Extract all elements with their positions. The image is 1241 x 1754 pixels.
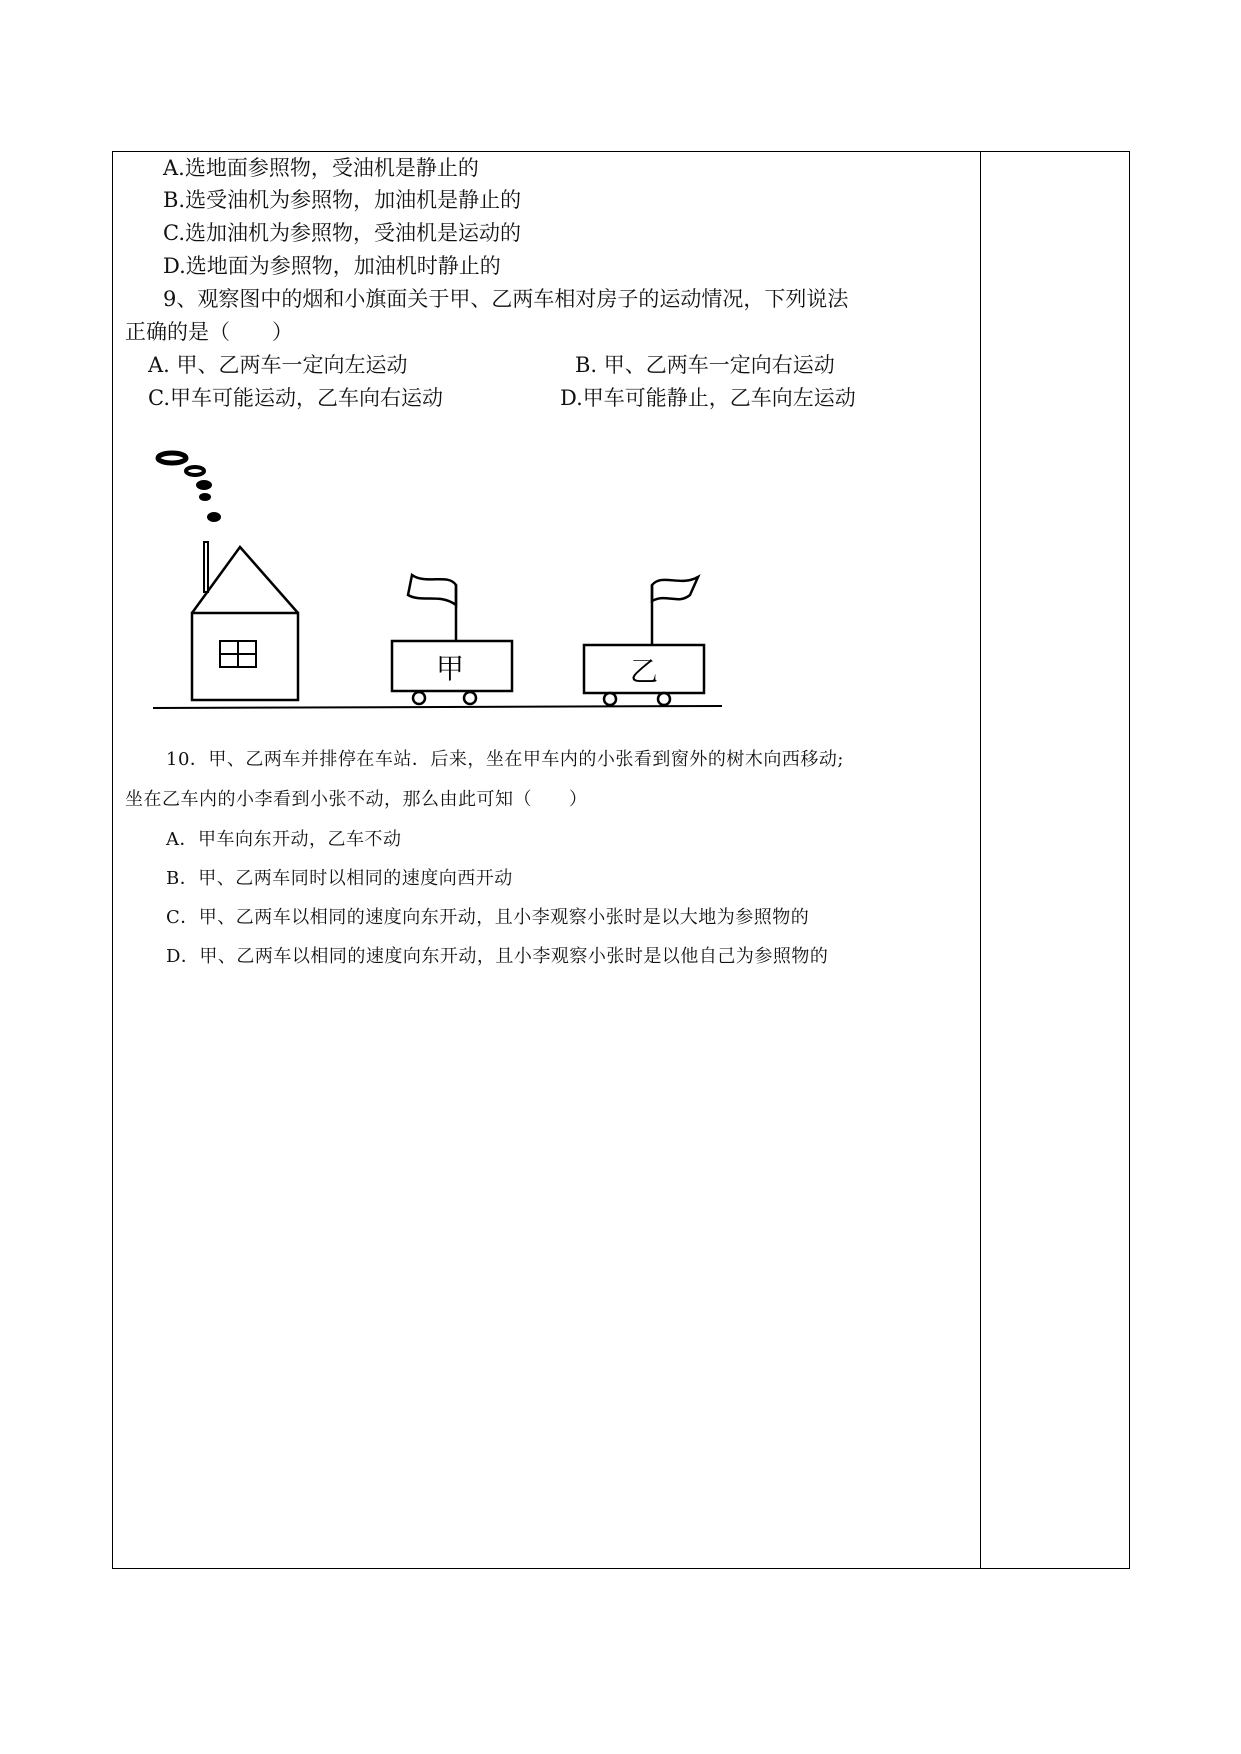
- q10-stem-line1: 10．甲、乙两车并排停在车站．后来，坐在甲车内的小张看到窗外的树木向西移动;: [166, 749, 844, 770]
- q10-option-a: A．甲车向东开动，乙车不动: [166, 829, 402, 850]
- chimney-icon: [204, 542, 208, 592]
- smoke-icon: [158, 453, 221, 522]
- q9-stem-line1: 9、观察图中的烟和小旗面关于甲、乙两车相对房子的运动情况，下列说法: [163, 287, 849, 311]
- q8-option-c: C.选加油机为参照物，受油机是运动的: [163, 221, 521, 245]
- ground-line: [153, 706, 722, 708]
- q10-stem-line2: 坐在乙车内的小李看到小张不动，那么由此可知（ ）: [125, 789, 588, 810]
- q8-option-d: D.选地面为参照物，加油机时静止的: [163, 254, 501, 278]
- q8-option-a: A.选地面参照物，受油机是静止的: [163, 156, 479, 180]
- q9-figure-drawing: [150, 445, 725, 715]
- q9-option-c: C.甲车可能运动，乙车向右运动: [148, 386, 443, 410]
- q9-figure: [150, 445, 725, 715]
- q10-option-d: D．甲、乙两车以相同的速度向东开动，且小李观察小张时是以他自己为参照物的: [166, 946, 829, 967]
- q9-option-a: A. 甲、乙两车一定向左运动: [148, 353, 408, 377]
- q8-option-b: B.选受油机为参照物，加油机是静止的: [163, 188, 522, 212]
- q10-option-b: B．甲、乙两车同时以相同的速度向西开动: [166, 868, 513, 889]
- table-column-divider: [980, 151, 981, 1569]
- q9-option-d: D.甲车可能静止，乙车向左运动: [560, 386, 856, 410]
- car-yi-label: 乙: [630, 655, 659, 688]
- q9-stem-line2: 正确的是（ ）: [125, 320, 293, 344]
- q10-option-c: C．甲、乙两车以相同的速度向东开动，且小李观察小张时是以大地为参照物的: [166, 907, 810, 928]
- q9-option-b: B. 甲、乙两车一定向右运动: [575, 353, 835, 377]
- car-jia-label: 甲: [436, 652, 465, 685]
